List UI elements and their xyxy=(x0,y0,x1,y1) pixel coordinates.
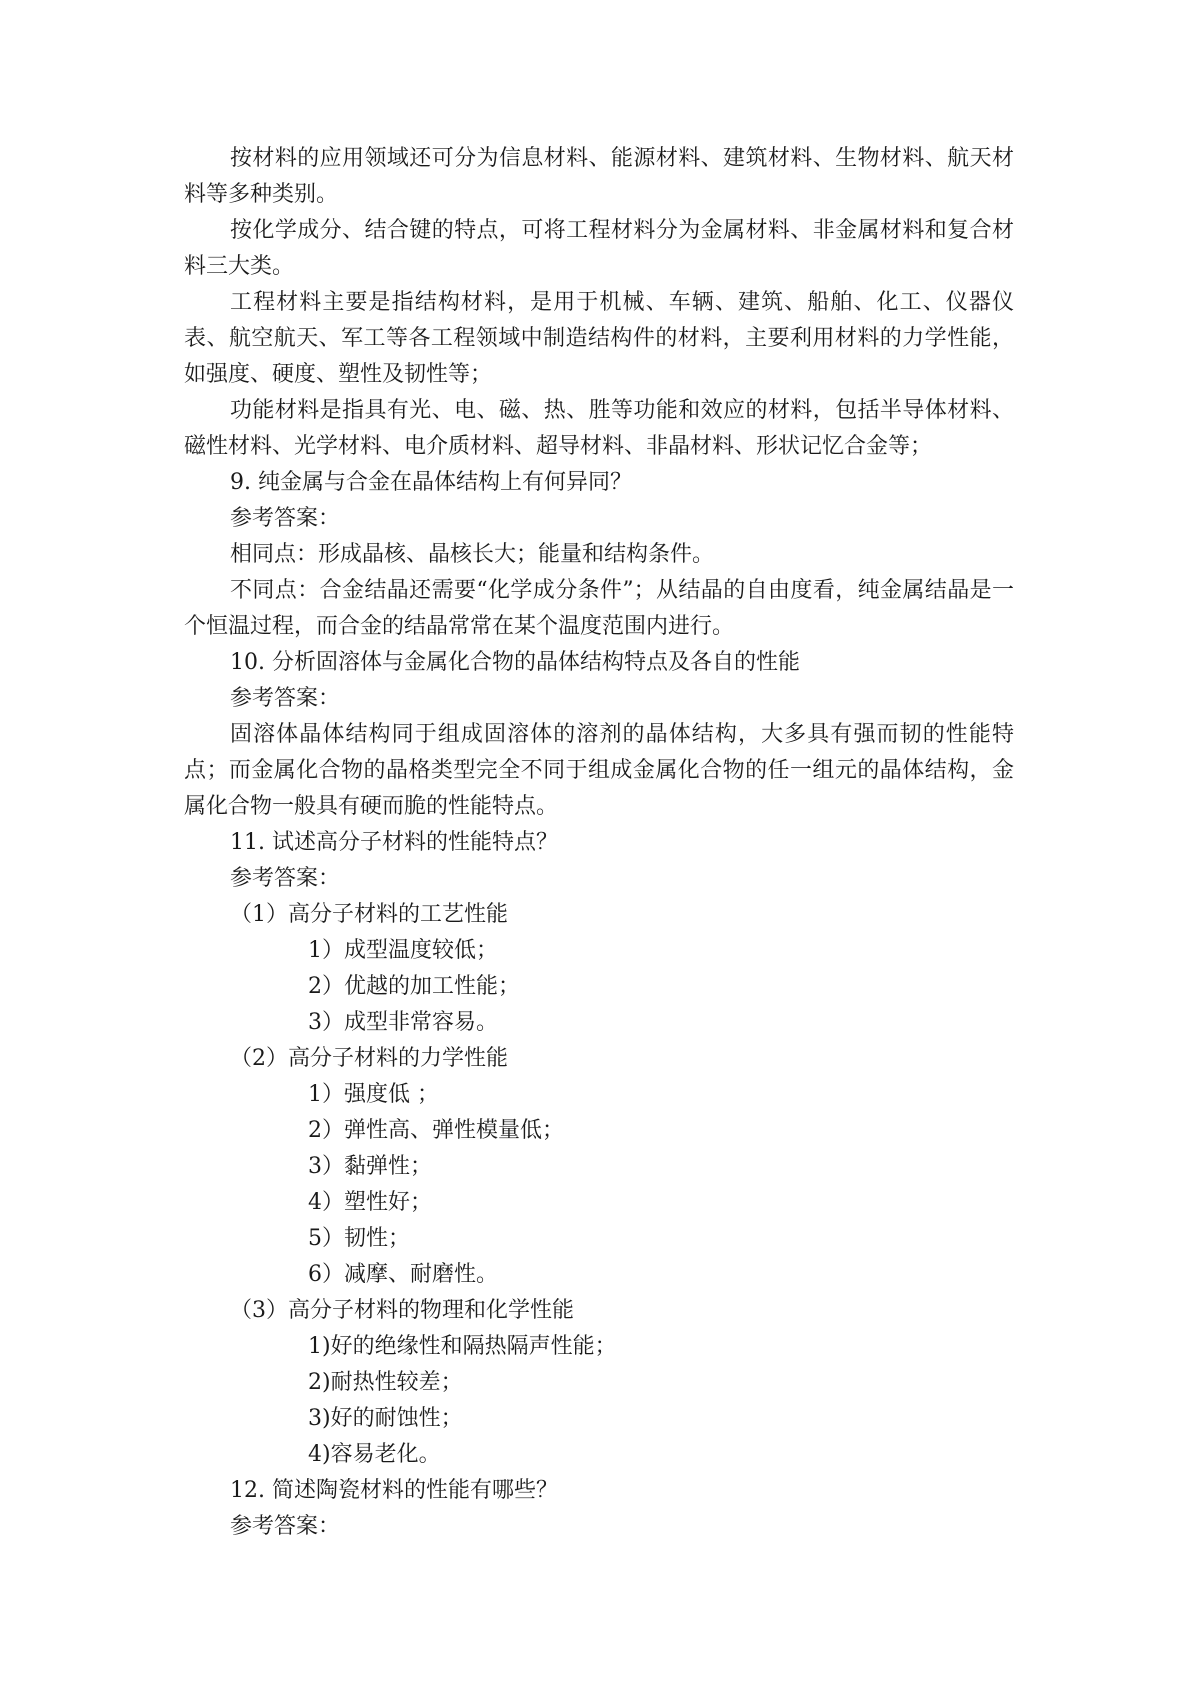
list-item: 1）成型温度较低； xyxy=(308,938,498,963)
question-10: 10. 分析固溶体与金属化合物的晶体结构特点及各自的性能 xyxy=(230,650,800,675)
list-item: 1)好的绝缘性和隔热隔声性能； xyxy=(308,1334,617,1359)
list-item: 2）优越的加工性能； xyxy=(308,974,520,999)
section-process-performance: （1）高分子材料的工艺性能 xyxy=(230,902,508,927)
answer-label-12: 参考答案： xyxy=(230,1514,341,1539)
section-physical-chemical-performance: （3）高分子材料的物理和化学性能 xyxy=(230,1298,574,1323)
question-12: 12. 简述陶瓷材料的性能有哪些？ xyxy=(230,1478,558,1503)
paragraph-functional-materials: 功能材料是指具有光、电、磁、热、胜等功能和效应的材料，包括半导体材料、磁性材料、光学材料、电介质材料、超导材料、非晶材料、形状记忆合金等； xyxy=(184,398,1014,459)
question-9: 9. 纯金属与合金在晶体结构上有何异同？ xyxy=(230,470,632,495)
list-item: 4）塑性好； xyxy=(308,1190,432,1215)
list-item: 3）成型非常容易。 xyxy=(308,1010,498,1035)
list-item: 2）弹性高、弹性模量低； xyxy=(308,1118,564,1143)
list-item: 3)好的耐蚀性； xyxy=(308,1406,463,1431)
list-item: 3）黏弹性； xyxy=(308,1154,432,1179)
list-item: 1）强度低 ； xyxy=(308,1082,439,1107)
list-item: 5）韧性； xyxy=(308,1226,410,1251)
paragraph-application-fields: 按材料的应用领域还可分为信息材料、能源材料、建筑材料、生物材料、航天材料等多种类别。 xyxy=(184,146,1014,207)
document-body xyxy=(184,141,1014,1545)
list-item: 2)耐热性较差； xyxy=(308,1370,463,1395)
section-mechanical-performance: （2）高分子材料的力学性能 xyxy=(230,1046,508,1071)
answer-10-text: 固溶体晶体结构同于组成固溶体的溶剂的晶体结构，大多具有强而韧的性能特点；而金属化合物的晶格类型完全不同于组成金属化合物的任一组元的晶体结构，金属化合物一般具有硬而脆的性能特点。 xyxy=(184,722,1014,819)
answer-label-9: 参考答案： xyxy=(230,506,341,531)
answer-label-11: 参考答案： xyxy=(230,866,341,891)
paragraph-structural-materials: 工程材料主要是指结构材料，是用于机械、车辆、建筑、船舶、化工、仪器仪表、航空航天、军工等各工程领域中制造结构件的材料，主要利用材料的力学性能，如强度、硬度、塑性及韧性等； xyxy=(184,290,1014,387)
question-11: 11. 试述高分子材料的性能特点？ xyxy=(230,830,558,855)
paragraph-chemical-classification: 按化学成分、结合键的特点，可将工程材料分为金属材料、非金属材料和复合材料三大类。 xyxy=(184,218,1014,279)
answer-label-10: 参考答案： xyxy=(230,686,341,711)
answer-9-similarities: 相同点：形成晶核、晶核长大；能量和结构条件。 xyxy=(230,542,715,567)
list-item: 4)容易老化。 xyxy=(308,1442,441,1467)
answer-9-differences: 不同点：合金结晶还需要“化学成分条件”；从结晶的自由度看，纯金属结晶是一个恒温过程，而合金的结晶常常在某个温度范围内进行。 xyxy=(184,578,1014,639)
list-item: 6）减摩、耐磨性。 xyxy=(308,1262,498,1287)
